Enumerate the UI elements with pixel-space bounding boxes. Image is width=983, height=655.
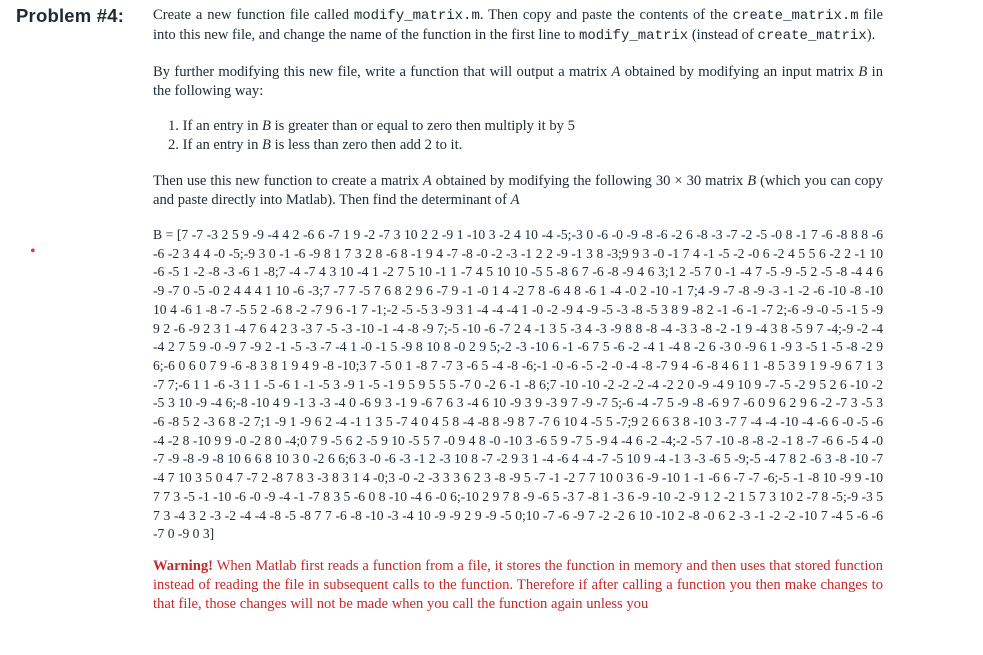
warning-text: When Matlab first reads a function from a file, it stores the function in memory and then uses that stored function instead of reading the file in subsequent calls to the function. Therefore if after calling a function you then make changes to that file, those changes will not be made when you call the function again unless you — [153, 557, 883, 612]
var-a: A — [611, 64, 621, 80]
problem-label: Problem #4: — [16, 5, 125, 26]
var-b: B — [858, 64, 868, 80]
rule-item: 1. If an entry in B is greater than or equal to zero then multiply it by 5 — [168, 118, 575, 134]
warning-paragraph — [153, 557, 883, 615]
function-name-old: create_matrix — [757, 28, 867, 44]
file-name-old: create_matrix.m — [732, 8, 859, 24]
bullet-marker: • — [30, 243, 36, 260]
task-paragraph: Then use this new function to create a matrix A obtained by modifying the following 30 × 30 matrix B (which you can copy and paste directly into Matlab). Then find the determinant of A — [153, 173, 883, 208]
description-paragraph: By further modifying this new file, write a function that will output a matrix A obtained by modifying an input matrix B in the following way: — [153, 64, 883, 99]
function-name-new: modify_matrix — [578, 28, 689, 44]
rules-list — [153, 117, 883, 155]
intro-paragraph: Create a new function file called modify_matrix.m. Then copy and paste the contents of the create_matrix.m file into this new file, and change the name of the function in the first line to modify_matrix (instead of create_matrix). — [153, 7, 883, 44]
matrix-definition: B = [7 -7 -3 2 5 9 -9 -4 4 2 -6 6 -7 1 9 -2 -7 3 10 2 2 -9 1 -10 3 -2 4 10 -4 -5;-3 0 -6 -0 -9 -8 -6 -2 6 -8 -3 -7 -2 -5 -0 8 -1 7 -6 -8 8 8 -6 -6 -2 3 4 4 -0 -5;-9 3 0 -1 -6 -9 8 1 7 3 2 8 -6 8 -1 9 4 -7 -8 -0 -2 -3 -1 2 2 -9 -1 3 8 -3;9 9 3 -0 -1 7 4 -1 -5 -2 -0 6 -2 4 5 5 6 -2 2 -1 10 -6 -5 1 -2 -8 -3 -6 1 -8;7 -4 -7 4 3 10 -4 1 -2 7 5 10 -1 1 -7 4 5 10 10 -5 5 -8 6 7 -6 -8 -9 4 6 3;1 2 -5 7 0 -1 -4 7 -5 -9 -5 2 -5 -8 -4 4 6 -9 -7 0 -5 -0 2 4 4 4 1 10 -6 -3;7 -7 7 -5 7 6 8 2 9 6 -7 9 -1 -0 1 4 -2 7 8 -6 4 8 -6 1 -4 -0 2 -10 -1 7;4 -9 -7 -8 -9 -3 -1 -2 -6 -10 -8 -10 10 4 -6 1 -8 -7 -5 5 2 -6 8 -2 -7 9 6 -1 7 -1;-2 -5 -5 3 -9 3 1 -4 -4 -4 1 -0 -2 -9 4 -9 -5 -3 -8 -5 3 8 9 -8 2 -1 -6 -1 -7 2;-6 -9 -0 -5 -1 5 -9 9 2 -6 -9 2 3 1 -4 7 6 4 2 3 -3 7 -5 -3 -10 -1 -4 -8 -9 7;-5 -10 -6 -7 2 4 -1 3 5 -3 4 -3 -9 8 8 -8 -4 -3 3 -8 -2 -1 9 -4 3 8 -5 9 7 -4;-9 -2 -4 -4 2 7 5 9 -0 -9 7 -9 2 -1 -5 -3 -7 -4 1 -0 -1 5 -9 8 10 8 -0 2 9 5;-2 -3 -10 6 -1 -6 7 5 -6 -2 -4 1 -4 8 -2 6 -3 0 -9 6 1 -9 3 -5 1 -5 -8 -2 9 6;-6 0 6 0 7 9 -6 -8 3 8 1 9 4 9 -8 -10;3 7 -5 0 1 -8 7 -7 3 -6 5 -4 -8 -6;-1 -0 -6 -5 -2 -0 -4 -8 -7 9 4 -6 -8 4 6 1 1 -8 5 3 9 1 9 -9 6 7 1 3 -7 7;-6 1 1 -6 -3 1 1 -5 -6 1 -1 -5 3 -9 1 -5 -1 9 5 9 5 5 5 -7 0 -2 6 -1 -8 6;7 -10 -10 -2 -2 -2 -4 -2 2 0 -9 -4 9 10 9 -7 -5 -2 9 5 2 6 -10 -2 -5 3 10 -9 -4 6;-8 -10 4 9 -1 3 -3 -4 0 -6 9 3 -1 9 -6 7 6 3 -4 6 10 -9 3 9 -3 9 7 -9 -7 5;-6 -4 -7 5 -9 -8 -6 9 7 -6 0 9 6 2 9 6 -2 -7 3 -5 3 -6 -8 5 2 -3 6 8 -2 7;1 -9 1 -9 6 2 -4 -1 1 3 5 -7 4 0 4 5 8 -4 -8 8 -9 8 7 -7 6 10 4 -5 5 -7;9 2 6 6 3 8 -10 3 -7 7 -4 -4 -10 -4 -6 6 -0 -5 -6 -4 -2 8 -10 9 9 -0 -2 8 0 -4;0 7 9 -5 6 2 -5 9 10 -5 5 7 -0 9 4 8 -0 -10 3 -6 5 9 -7 5 -9 4 -4 6 -2 -4;-2 -5 7 -10 -8 -8 -2 -1 8 -7 -6 6 -5 4 -0 -7 -9 -8 -9 -8 10 6 6 8 10 3 0 -2 6 6;6 3 -0 -6 -3 -1 2 -3 10 8 -7 -2 9 3 1 -4 -6 4 -4 -7 -5 10 9 -4 -1 3 -3 -6 5 -9;-5 -4 7 8 2 -6 3 -8 -10 -7 -4 7 10 3 5 0 4 7 -7 2 -8 7 8 3 -3 8 3 1 4 -0;3 -0 -2 -3 3 3 6 2 3 -8 -9 5 -7 -1 -2 7 7 10 0 3 6 -9 -10 1 -1 -6 6 -7 -7 -6;-5 -1 -8 10 -9 9 -10 7 7 3 -5 -1 -10 -6 -0 -9 -4 -1 -7 8 3 5 -6 0 8 -10 -4 6 -0 6;-10 2 9 7 8 -9 -6 5 -3 7 -8 1 -3 6 -9 -10 -2 -9 1 2 -2 1 5 7 3 10 2 -7 8 -5;-9 -3 5 7 3 -4 3 2 -3 -2 -4 -4 -8 -5 -8 7 7 -6 -8 -10 -3 -4 10 -9 -9 2 9 -9 -5 0;10 -7 -6 -9 7 -2 -2 6 10 -10 2 -8 -0 6 2 -3 -1 -2 -2 -10 7 -4 5 -6 -6 -7 0 -9 0 3] — [153, 227, 883, 542]
warning-title: Warning! — [153, 557, 214, 574]
problem-body — [153, 6, 883, 615]
rule-item: 2. If an entry in B is less than zero then add 2 to it. — [168, 137, 463, 153]
file-name-new: modify_matrix.m — [353, 8, 480, 24]
